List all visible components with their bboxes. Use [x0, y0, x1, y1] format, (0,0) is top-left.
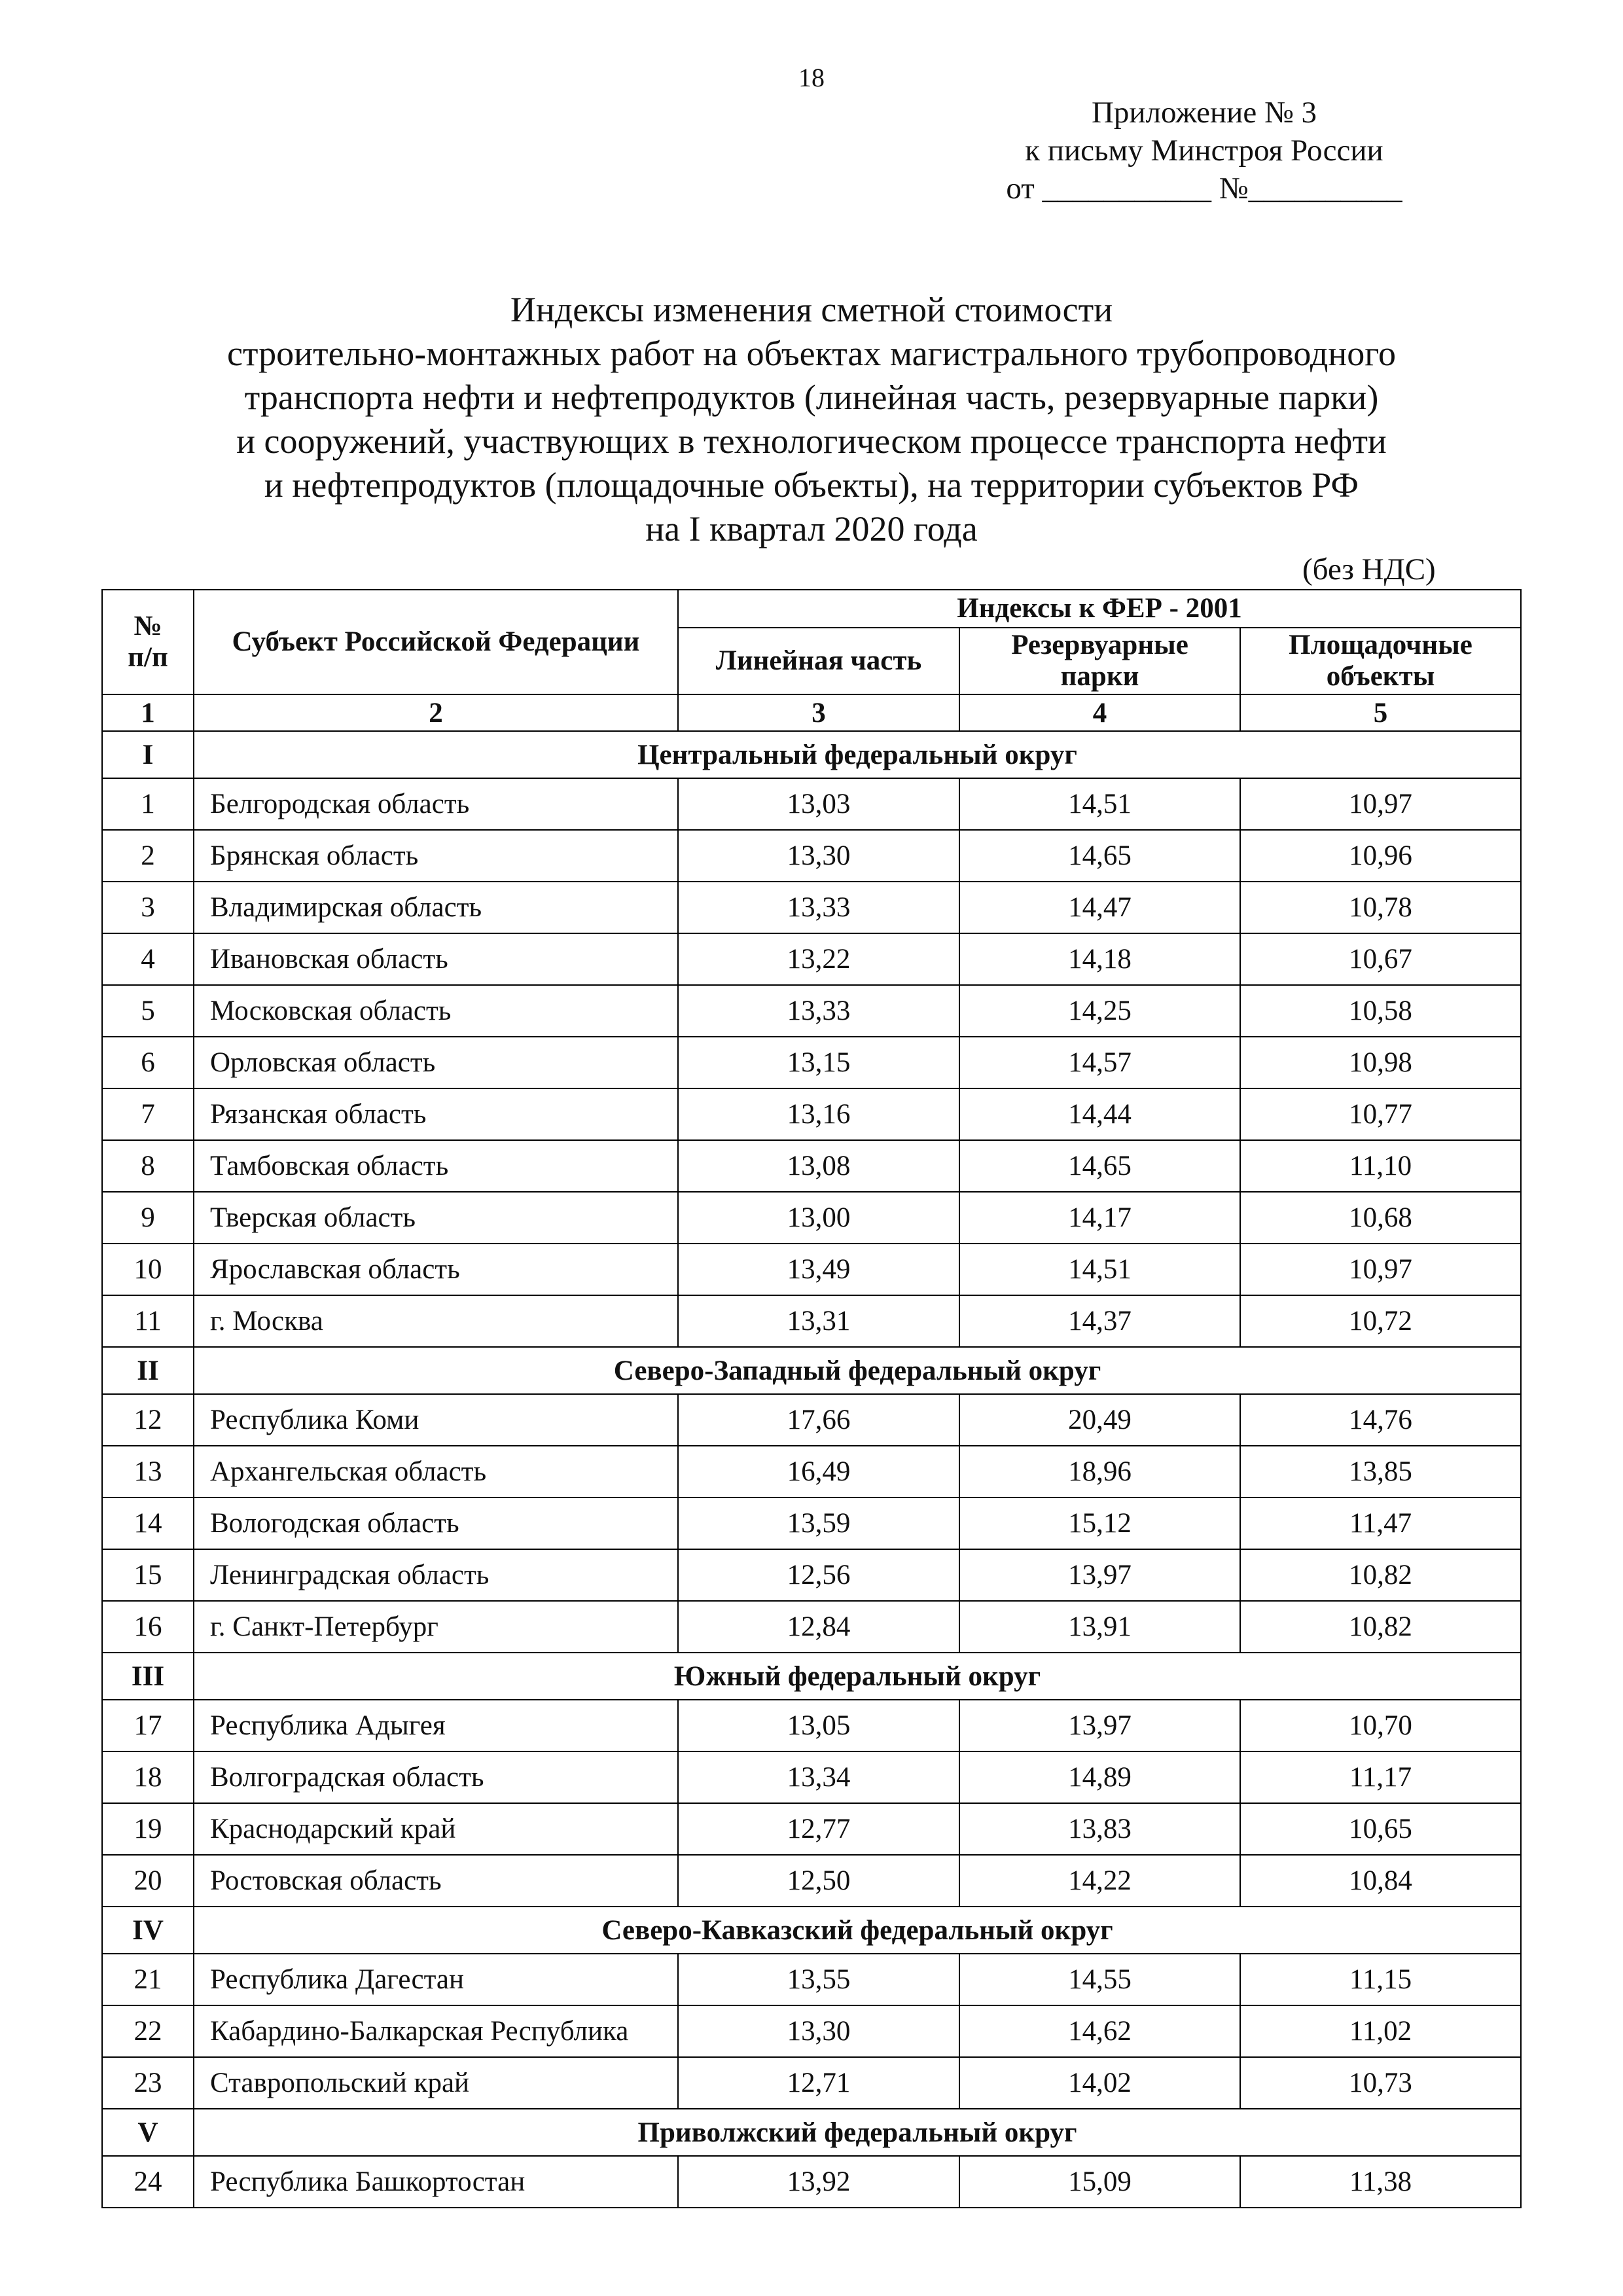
section-number: IV: [102, 1907, 194, 1954]
header-index-group: Индексы к ФЕР - 2001: [678, 590, 1521, 628]
subject-name: Ставропольский край: [194, 2057, 678, 2109]
tank-park-index: 13,97: [959, 1700, 1240, 1751]
tank-park-index: 14,02: [959, 2057, 1240, 2109]
row-number: 17: [102, 1700, 194, 1751]
linear-index: 13,08: [678, 1140, 959, 1192]
site-objects-index: 10,97: [1240, 778, 1521, 830]
table-row: [102, 778, 1521, 830]
tank-park-index: 14,51: [959, 778, 1240, 830]
subject-name: Тверская область: [194, 1192, 678, 1244]
site-objects-index: 10,70: [1240, 1700, 1521, 1751]
subject-name: Вологодская область: [194, 1498, 678, 1549]
table-row: [102, 882, 1521, 933]
table-row: [102, 985, 1521, 1037]
column-number: 2: [194, 694, 678, 731]
row-number: 1: [102, 778, 194, 830]
linear-index: 13,92: [678, 2156, 959, 2208]
linear-index: 17,66: [678, 1394, 959, 1446]
site-objects-index: 10,96: [1240, 830, 1521, 882]
row-number: 21: [102, 1954, 194, 2005]
index-table: [101, 589, 1522, 2208]
row-number: 23: [102, 2057, 194, 2109]
table-row: [102, 1446, 1521, 1498]
site-objects-index: 11,02: [1240, 2005, 1521, 2057]
subject-name: Кабардино-Балкарская Республика: [194, 2005, 678, 2057]
row-number: 18: [102, 1751, 194, 1803]
appendix-line-2: к письму Минстроя России: [1025, 134, 1383, 168]
subject-name: г. Москва: [194, 1295, 678, 1347]
row-number: 6: [102, 1037, 194, 1088]
row-number: 24: [102, 2156, 194, 2208]
linear-index: 12,84: [678, 1601, 959, 1653]
row-number: 16: [102, 1601, 194, 1653]
section-row: [102, 731, 1521, 778]
subject-name: Волгоградская область: [194, 1751, 678, 1803]
section-row: [102, 1653, 1521, 1700]
section-number: V: [102, 2109, 194, 2156]
header-number-line-2: п/п: [128, 642, 168, 673]
tank-park-index: 18,96: [959, 1446, 1240, 1498]
table-row: [102, 830, 1521, 882]
header-tank-line-2: парки: [1060, 661, 1139, 692]
linear-index: 13,31: [678, 1295, 959, 1347]
subject-name: Республика Дагестан: [194, 1954, 678, 2005]
row-number: 2: [102, 830, 194, 882]
subject-name: Московская область: [194, 985, 678, 1037]
subject-name: Тамбовская область: [194, 1140, 678, 1192]
subject-name: Брянская область: [194, 830, 678, 882]
linear-index: 13,03: [678, 778, 959, 830]
table-row: [102, 2057, 1521, 2109]
section-row: [102, 1347, 1521, 1394]
section-number: II: [102, 1347, 194, 1394]
site-objects-index: 10,98: [1240, 1037, 1521, 1088]
page-number: 18: [798, 63, 825, 92]
row-number: 4: [102, 933, 194, 985]
title-line-1: Индексы изменения сметной стоимости: [510, 290, 1113, 329]
site-objects-index: 13,85: [1240, 1446, 1521, 1498]
linear-index: 12,71: [678, 2057, 959, 2109]
tank-park-index: 14,37: [959, 1295, 1240, 1347]
subject-name: Ростовская область: [194, 1855, 678, 1907]
appendix-line-1: Приложение № 3: [1091, 96, 1317, 130]
row-number: 13: [102, 1446, 194, 1498]
subject-name: Республика Коми: [194, 1394, 678, 1446]
site-objects-index: 11,17: [1240, 1751, 1521, 1803]
row-number: 14: [102, 1498, 194, 1549]
table-row: [102, 1700, 1521, 1751]
row-number: 22: [102, 2005, 194, 2057]
linear-index: 13,05: [678, 1700, 959, 1751]
tank-park-index: 14,55: [959, 1954, 1240, 2005]
linear-index: 12,77: [678, 1803, 959, 1855]
linear-index: 13,15: [678, 1037, 959, 1088]
table-row: [102, 1140, 1521, 1192]
tank-park-index: 15,09: [959, 2156, 1240, 2208]
tank-park-index: 14,47: [959, 882, 1240, 933]
site-objects-index: 14,76: [1240, 1394, 1521, 1446]
row-number: 19: [102, 1803, 194, 1855]
table-row: [102, 1803, 1521, 1855]
header-linear: Линейная часть: [678, 628, 959, 694]
header-subject: Субъект Российской Федерации: [194, 590, 678, 694]
site-objects-index: 11,15: [1240, 1954, 1521, 2005]
table-row: [102, 1855, 1521, 1907]
title-line-3: транспорта нефти и нефтепродуктов (линейная часть, резервуарные парки): [244, 378, 1379, 417]
subject-name: Ивановская область: [194, 933, 678, 985]
tank-park-index: 14,18: [959, 933, 1240, 985]
header-number: [102, 590, 194, 694]
header-site-objects: [1240, 628, 1521, 694]
document-title: [0, 288, 1623, 551]
linear-index: 13,22: [678, 933, 959, 985]
site-objects-index: 10,72: [1240, 1295, 1521, 1347]
column-number: 1: [102, 694, 194, 731]
subject-name: Краснодарский край: [194, 1803, 678, 1855]
tank-park-index: 14,22: [959, 1855, 1240, 1907]
table-row: [102, 1601, 1521, 1653]
site-objects-index: 10,65: [1240, 1803, 1521, 1855]
section-name: Приволжский федеральный округ: [194, 2109, 1521, 2156]
tank-park-index: 14,17: [959, 1192, 1240, 1244]
site-objects-index: 10,68: [1240, 1192, 1521, 1244]
site-objects-index: 11,38: [1240, 2156, 1521, 2208]
section-row: [102, 1907, 1521, 1954]
site-objects-index: 10,58: [1240, 985, 1521, 1037]
subject-name: Ленинградская область: [194, 1549, 678, 1601]
row-number: 15: [102, 1549, 194, 1601]
table-row: [102, 933, 1521, 985]
header-number-line-1: №: [134, 611, 162, 641]
site-objects-index: 11,47: [1240, 1498, 1521, 1549]
header-site-line-2: объекты: [1326, 661, 1435, 692]
row-number: 10: [102, 1244, 194, 1295]
table-row: [102, 2156, 1521, 2208]
tank-park-index: 14,62: [959, 2005, 1240, 2057]
section-name: Северо-Кавказский федеральный округ: [194, 1907, 1521, 1954]
header-tank-line-1: Резервуарные: [1011, 630, 1188, 660]
linear-index: 13,33: [678, 985, 959, 1037]
site-objects-index: 10,97: [1240, 1244, 1521, 1295]
tank-park-index: 13,83: [959, 1803, 1240, 1855]
table-row: [102, 1088, 1521, 1140]
row-number: 9: [102, 1192, 194, 1244]
section-number: III: [102, 1653, 194, 1700]
subject-name: Ярославская область: [194, 1244, 678, 1295]
row-number: 11: [102, 1295, 194, 1347]
table-row: [102, 1394, 1521, 1446]
table-row: [102, 1037, 1521, 1088]
tank-park-index: 14,57: [959, 1037, 1240, 1088]
subject-name: г. Санкт-Петербург: [194, 1601, 678, 1653]
subject-name: Республика Башкортостан: [194, 2156, 678, 2208]
row-number: 20: [102, 1855, 194, 1907]
site-objects-index: 10,78: [1240, 882, 1521, 933]
linear-index: 13,49: [678, 1244, 959, 1295]
section-number: I: [102, 731, 194, 778]
title-line-5: и нефтепродуктов (площадочные объекты), на территории субъектов РФ: [264, 465, 1359, 505]
row-number: 12: [102, 1394, 194, 1446]
site-objects-index: 10,82: [1240, 1549, 1521, 1601]
title-line-4: и сооружений, участвующих в технологическом процессе транспорта нефти: [236, 422, 1387, 461]
table-row: [102, 1549, 1521, 1601]
subject-name: Белгородская область: [194, 778, 678, 830]
site-objects-index: 11,10: [1240, 1140, 1521, 1192]
site-objects-index: 10,82: [1240, 1601, 1521, 1653]
table-row: [102, 1498, 1521, 1549]
tank-park-index: 14,44: [959, 1088, 1240, 1140]
row-number: 5: [102, 985, 194, 1037]
linear-index: 13,16: [678, 1088, 959, 1140]
table-row: [102, 1954, 1521, 2005]
section-name: Центральный федеральный округ: [194, 731, 1521, 778]
row-number: 8: [102, 1140, 194, 1192]
subject-name: Владимирская область: [194, 882, 678, 933]
row-number: 7: [102, 1088, 194, 1140]
table-header: [102, 590, 1521, 731]
table-row: [102, 1295, 1521, 1347]
table-row: [102, 1192, 1521, 1244]
tank-park-index: 20,49: [959, 1394, 1240, 1446]
tank-park-index: 14,51: [959, 1244, 1240, 1295]
column-number: 5: [1240, 694, 1521, 731]
table-row: [102, 2005, 1521, 2057]
linear-index: 13,33: [678, 882, 959, 933]
linear-index: 13,55: [678, 1954, 959, 2005]
subject-name: Республика Адыгея: [194, 1700, 678, 1751]
header-site-line-1: Площадочные: [1289, 630, 1472, 660]
tank-park-index: 13,97: [959, 1549, 1240, 1601]
appendix-line-3: от ___________ №__________: [1006, 171, 1402, 206]
section-name: Южный федеральный округ: [194, 1653, 1521, 1700]
title-line-6: на I квартал 2020 года: [645, 509, 978, 548]
row-number: 3: [102, 882, 194, 933]
tank-park-index: 14,89: [959, 1751, 1240, 1803]
linear-index: 12,56: [678, 1549, 959, 1601]
site-objects-index: 10,73: [1240, 2057, 1521, 2109]
subject-name: Орловская область: [194, 1037, 678, 1088]
tank-park-index: 14,65: [959, 1140, 1240, 1192]
linear-index: 12,50: [678, 1855, 959, 1907]
site-objects-index: 10,67: [1240, 933, 1521, 985]
column-number: 3: [678, 694, 959, 731]
column-number-row: [102, 694, 1521, 731]
subject-name: Архангельская область: [194, 1446, 678, 1498]
linear-index: 13,30: [678, 830, 959, 882]
section-name: Северо-Западный федеральный округ: [194, 1347, 1521, 1394]
tank-park-index: 13,91: [959, 1601, 1240, 1653]
site-objects-index: 10,84: [1240, 1855, 1521, 1907]
appendix-header: [969, 94, 1440, 207]
tank-park-index: 14,65: [959, 830, 1240, 882]
linear-index: 13,00: [678, 1192, 959, 1244]
subject-name: Рязанская область: [194, 1088, 678, 1140]
linear-index: 13,59: [678, 1498, 959, 1549]
linear-index: 13,30: [678, 2005, 959, 2057]
tank-park-index: 14,25: [959, 985, 1240, 1037]
vat-note: (без НДС): [1302, 552, 1436, 586]
linear-index: 16,49: [678, 1446, 959, 1498]
table-row: [102, 1244, 1521, 1295]
title-line-2: строительно-монтажных работ на объектах магистрального трубопроводного: [226, 334, 1397, 373]
column-number: 4: [959, 694, 1240, 731]
table-row: [102, 1751, 1521, 1803]
linear-index: 13,34: [678, 1751, 959, 1803]
section-row: [102, 2109, 1521, 2156]
tank-park-index: 15,12: [959, 1498, 1240, 1549]
site-objects-index: 10,77: [1240, 1088, 1521, 1140]
table-body: [102, 731, 1521, 2208]
header-tank-parks: [959, 628, 1240, 694]
